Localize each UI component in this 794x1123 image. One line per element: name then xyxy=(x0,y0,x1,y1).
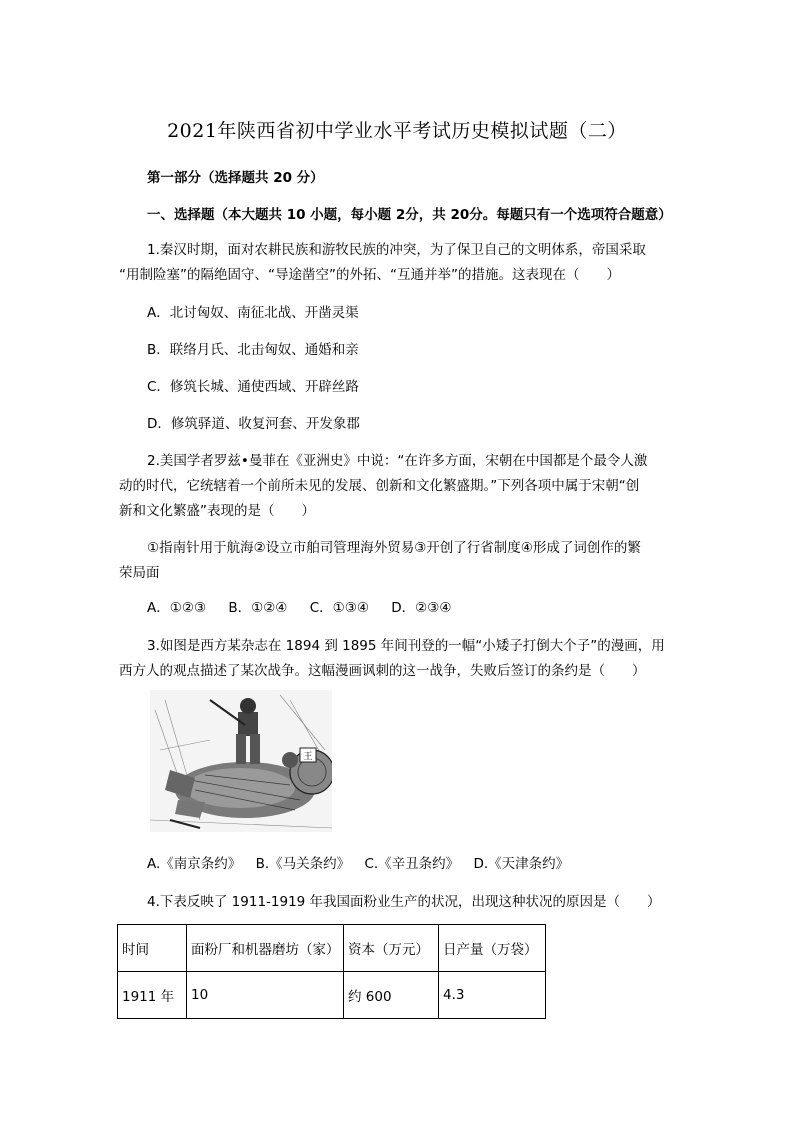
q1-option-b: B．联络月氏、北击匈奴、通婚和亲 xyxy=(147,342,359,358)
q3-options xyxy=(147,852,587,872)
exam-title: 2021年陕西省初中学业水平考试历史模拟试题（二） xyxy=(167,120,627,142)
table-header-cell: 时间 xyxy=(118,925,187,972)
q3-option-a: A.《南京条约》 xyxy=(147,856,242,872)
part-heading: 第一部分（选择题共 20 分） xyxy=(147,170,324,186)
q3-stem-line2: 西方人的观点描述了某次战争。这幅漫画讽刺的这一战争，失败后签订的条约是（ ） xyxy=(119,663,646,679)
table-header-cell: 资本（万元） xyxy=(344,925,439,972)
war-cartoon-image xyxy=(150,690,332,832)
q2-stem-line2: 动的时代，它统辖着一个前所未见的发展、创新和文化繁盛期。”下列各项中属于宋朝“创 xyxy=(119,478,640,494)
table-header-row xyxy=(118,925,546,972)
table-cell: 1911 年 xyxy=(118,972,187,1019)
q3-option-c: C.《辛丑条约》 xyxy=(364,856,460,872)
q1-option-c: C．修筑长城、通使西域、开辟丝路 xyxy=(147,379,359,395)
q1-stem-line2: “用制险塞”的隔绝固守、“导途凿空”的外拓、“互通并举”的措施。这表现在（ ） xyxy=(119,267,620,283)
table-cell: 4.3 xyxy=(439,972,546,1019)
q2-stem-line1: 2.美国学者罗兹•曼菲在《亚洲史》中说：“在许多方面，宋朝在中国都是个最令人激 xyxy=(147,453,648,469)
q1-option-d: D．修筑驿道、收复河套、开发象郡 xyxy=(147,416,360,432)
q1-option-a: A．北讨匈奴、南征北战、开凿灵渠 xyxy=(147,305,359,321)
q3-option-d: D.《天津条约》 xyxy=(473,856,570,872)
q2-option-d: D．②③④ xyxy=(391,600,452,616)
section-heading: 一、选择题（本大题共 10 小题，每小题 2分，共 20分。每题只有一个选项符合题意） xyxy=(147,207,672,223)
q2-options xyxy=(147,596,469,616)
q3-stem-line1: 3.如图是西方某杂志在 1894 到 1895 年间刊登的一幅“小矮子打倒大个子”的漫画，用 xyxy=(147,638,665,654)
q2-items-line1: ①指南针用于航海②设立市舶司管理海外贸易③开创了行省制度④形成了词创作的繁 xyxy=(147,540,641,556)
table-cell: 约 600 xyxy=(344,972,439,1019)
q2-stem-line3: 新和文化繁盛”表现的是（ ） xyxy=(119,503,315,519)
q2-option-b: B．①②④ xyxy=(228,600,288,616)
table-header-cell: 面粉厂和机器磨坊（家） xyxy=(187,925,344,972)
q2-items-line2: 荣局面 xyxy=(119,565,160,581)
table-row xyxy=(118,972,546,1019)
q2-option-c: C．①③④ xyxy=(309,600,369,616)
svg-text:王: 王 xyxy=(303,752,313,762)
table-header-cell: 日产量（万袋） xyxy=(439,925,546,972)
table-cell: 10 xyxy=(187,972,344,1019)
flour-industry-table xyxy=(117,924,546,1019)
q1-stem-line1: 1.秦汉时期，面对农耕民族和游牧民族的冲突，为了保卫自己的文明体系，帝国采取 xyxy=(147,242,646,258)
q2-option-a: A．①②③ xyxy=(147,600,207,616)
q3-option-b: B.《马关条约》 xyxy=(255,856,351,872)
q4-stem: 4.下表反映了 1911-1919 年我国面粉业生产的状况，出现这种状况的原因是（ ） xyxy=(147,894,661,910)
